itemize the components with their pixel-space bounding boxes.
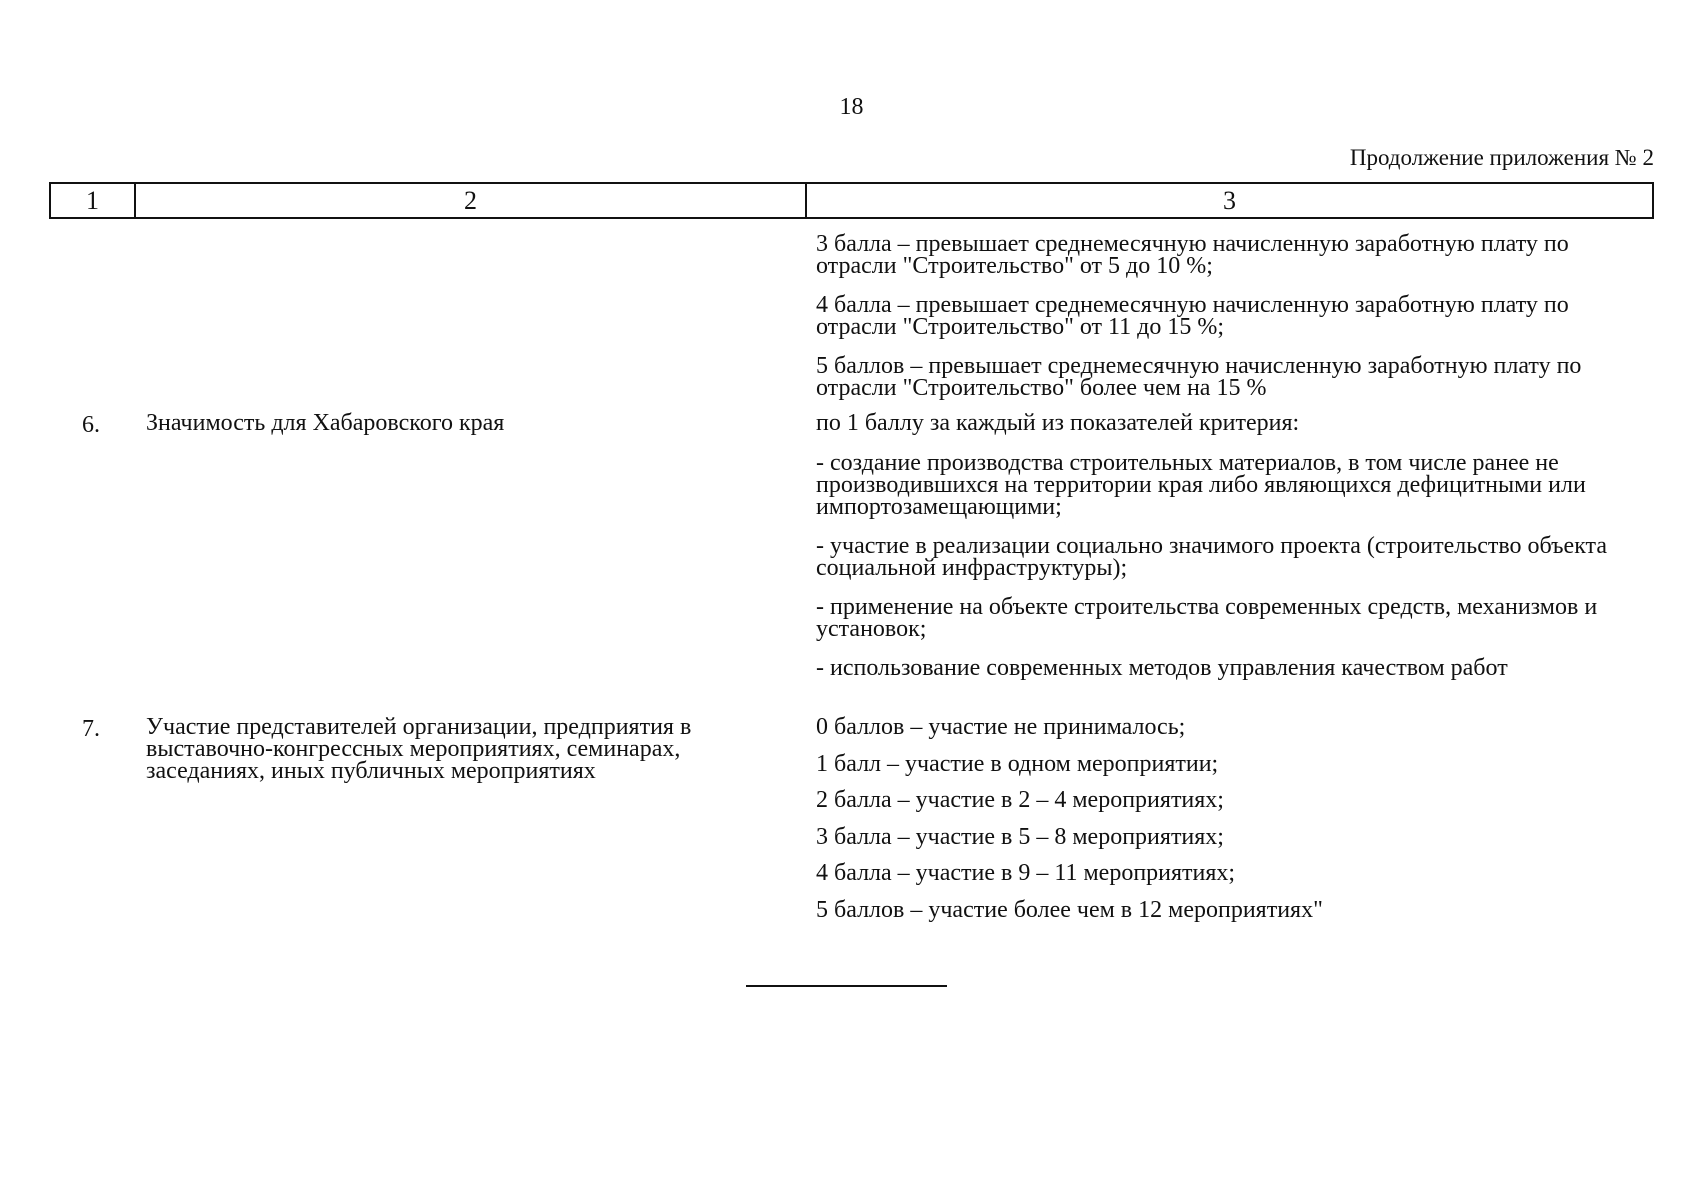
criterion-text: 0 баллов – участие не принималось; xyxy=(816,714,1186,740)
criterion-text: 3 балла – превышает среднемесячную начисленную заработную плату по отрасли "Строительство" от 5 до 10 %; xyxy=(816,231,1569,279)
criterion-text: 5 баллов – участие более чем в 12 мероприятиях" xyxy=(816,897,1323,923)
continuation-label: Продолжение приложения № 2 xyxy=(1349,145,1654,170)
header-col-3: 3 xyxy=(806,183,1653,218)
header-col-2: 2 xyxy=(135,183,806,218)
criterion-text: 3 балла – участие в 5 – 8 мероприятиях; xyxy=(816,824,1224,850)
row-number: 6. xyxy=(82,412,100,438)
table-header xyxy=(49,182,1654,219)
row-name: Значимость для Хабаровского края xyxy=(146,410,505,436)
criterion-text: 1 балл – участие в одном мероприятии; xyxy=(816,751,1219,777)
row-number: 7. xyxy=(82,716,100,742)
criterion-text: - создание производства строительных материалов, в том числе ранее не производившихся на территории края либо являющихся дефицитными или импортозамещающими; xyxy=(816,450,1586,520)
criterion-text: 2 балла – участие в 2 – 4 мероприятиях; xyxy=(816,787,1224,813)
page-number: 18 xyxy=(839,94,864,120)
criterion-text: - использование современных методов управления качеством работ xyxy=(816,655,1508,681)
criterion-text: по 1 баллу за каждый из показателей критерия: xyxy=(816,410,1300,436)
criterion-text: 5 баллов – превышает среднемесячную начисленную заработную плату по отрасли "Строительство" более чем на 15 % xyxy=(816,353,1582,401)
criterion-text: - применение на объекте строительства современных средств, механизмов и установок; xyxy=(816,594,1598,642)
criterion-text: 4 балла – превышает среднемесячную начисленную заработную плату по отрасли "Строительство" от 11 до 15 %; xyxy=(816,292,1569,340)
end-rule xyxy=(746,985,947,987)
row-name: Участие представителей организации, предприятия в выставочно-конгрессных мероприятиях, семинарах, заседаниях, иных публичных мероприятиях xyxy=(146,714,692,784)
criterion-text: 4 балла – участие в 9 – 11 мероприятиях; xyxy=(816,860,1236,886)
header-col-1: 1 xyxy=(50,183,135,218)
criterion-text: - участие в реализации социально значимого проекта (строительство объекта социальной инфраструктуры); xyxy=(816,533,1607,581)
